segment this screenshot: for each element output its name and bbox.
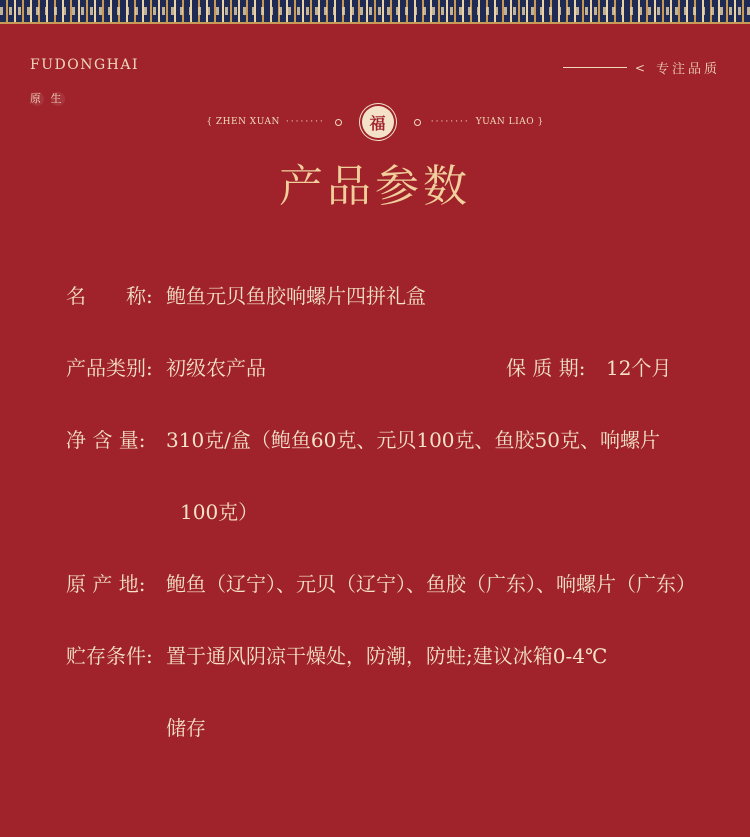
fu-char: 福: [369, 113, 387, 133]
param-value: 鲍鱼（辽宁）、元贝（辽宁）、鱼胶（广东）、响螺片（广东）: [166, 572, 696, 596]
param-value-cont: 100克）: [180, 500, 259, 524]
decorative-border: [0, 0, 750, 24]
brand-name: FUDONGHAI: [30, 57, 139, 73]
ornament-right-text: YUAN LIAO }: [475, 117, 544, 127]
param-row-category: [66, 352, 266, 381]
divider-line: [563, 67, 627, 68]
param-label: 保 质 期:: [506, 356, 586, 380]
chevron-left-icon: <: [634, 60, 648, 75]
param-row-shelf-life: [506, 352, 671, 381]
param-label: 名 称:: [66, 284, 153, 308]
ornament-dots-right: ········: [430, 117, 470, 127]
fu-badge: [362, 106, 394, 138]
param-label: 原 产 地:: [66, 572, 146, 596]
param-value: 置于通风阴凉干燥处，防潮，防蛀;建议冰箱0-4℃: [166, 644, 608, 668]
title-ornament: [0, 106, 750, 138]
ornament-dots-left: ········: [285, 117, 325, 127]
param-value: 310克/盒（鲍鱼60克、元贝100克、鱼胶50克、响螺片: [166, 428, 660, 452]
param-row-net-content: [66, 424, 660, 453]
origin-tag: [30, 92, 65, 106]
quality-tagline: [563, 58, 720, 77]
param-row-name: [66, 280, 426, 309]
param-value: 鲍鱼元贝鱼胶响螺片四拼礼盒: [166, 284, 426, 308]
param-row-storage: [66, 640, 607, 669]
ornament-left-text: { ZHEN XUAN: [206, 117, 280, 127]
param-value: 初级农产品: [166, 356, 266, 380]
param-value-cont: 储存: [166, 716, 206, 740]
param-label: 产品类别:: [66, 356, 153, 380]
param-value: 12个月: [606, 356, 672, 380]
param-row-origin: [66, 568, 696, 597]
param-row-net-content-cont: [180, 496, 258, 525]
origin-tag-char-2: 生: [50, 92, 65, 105]
param-label: 贮存条件:: [66, 644, 153, 668]
param-label: 净 含 量:: [66, 428, 146, 452]
param-row-storage-cont: [166, 712, 206, 741]
ring-icon: [335, 119, 342, 126]
origin-tag-char-1: 原: [30, 92, 44, 105]
page-title: 产品参数: [279, 161, 471, 212]
quality-label: 专注品质: [655, 62, 720, 77]
ring-icon: [414, 119, 421, 126]
